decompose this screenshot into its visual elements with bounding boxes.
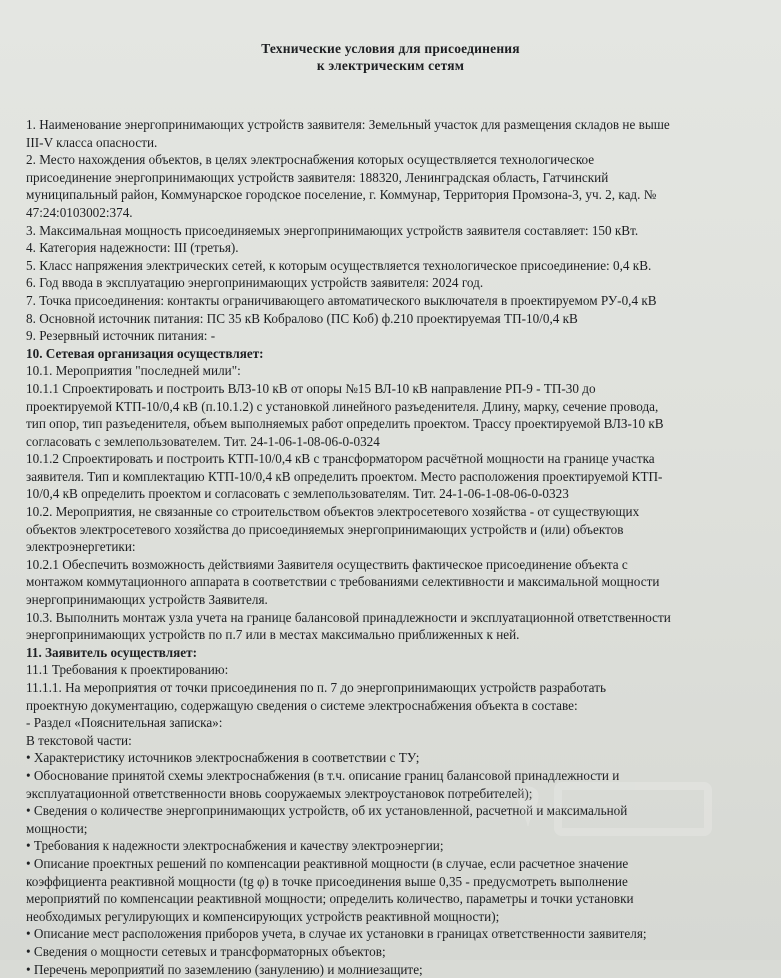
text-line: В текстовой части:	[26, 732, 768, 750]
document-body	[26, 116, 768, 978]
text-line: • Описание мест расположения приборов учета, в случае их установки в границах ответственности заявителя;	[26, 925, 768, 943]
text-line: 10.1. Мероприятия "последней мили":	[26, 362, 768, 380]
text-line: 9. Резервный источник питания: -	[26, 327, 768, 345]
text-line: • Сведения о количестве энергопринимающих устройств, об их установленной, расчетной и максимальной	[26, 802, 768, 820]
text-line: 10. Сетевая организация осуществляет:	[26, 345, 768, 363]
text-line: проектируемой КТП-10/0,4 кВ (п.10.1.2) с установкой линейного разъеденителя. Длину, марку, сечение провода,	[26, 398, 768, 416]
text-line: • Требования к надежности электроснабжения и качеству электроэнергии;	[26, 837, 768, 855]
text-line: 11. Заявитель осуществляет:	[26, 644, 768, 662]
text-line: 10.2.1 Обеспечить возможность действиями Заявителя осуществить фактическое присоединение объекта с	[26, 556, 768, 574]
text-line: 3. Максимальная мощность присоединяемых энергопринимающих устройств заявителя составляет: 150 кВт.	[26, 222, 768, 240]
text-line: • Обоснование принятой схемы электроснабжения (в т.ч. описание границ балансовой принадлежности и	[26, 767, 768, 785]
text-line: • Описание проектных решений по компенсации реактивной мощности (в случае, если расчетное значение	[26, 855, 768, 873]
title-line-1: Технические условия для присоединения	[0, 40, 781, 57]
text-line: 6. Год ввода в эксплуатацию энергопринимающих устройств заявителя: 2024 год.	[26, 274, 768, 292]
text-line: присоединение энергопринимающих устройств заявителя: 188320, Ленинградская область, Гатчинский	[26, 169, 768, 187]
text-line: коэффициента реактивной мощности (tg φ) в точке присоединения выше 0,35 - предусмотреть выполнение	[26, 873, 768, 891]
text-line: необходимых регулирующих и компенсирующих устройств реактивной мощности);	[26, 908, 768, 926]
text-line: мощности;	[26, 820, 768, 838]
text-line: • Сведения о мощности сетевых и трансформаторных объектов;	[26, 943, 768, 961]
text-line: - Раздел «Пояснительная записка»:	[26, 714, 768, 732]
document-title	[0, 40, 781, 74]
text-line: 10.1.1 Спроектировать и построить ВЛЗ-10 кВ от опоры №15 ВЛ-10 кВ направление РП-9 - ТП-30 до	[26, 380, 768, 398]
text-line: энергопринимающих устройств Заявителя.	[26, 591, 768, 609]
text-line: электроэнергетики:	[26, 538, 768, 556]
text-line: 4. Категория надежности: III (третья).	[26, 239, 768, 257]
text-line: эксплуатационной ответственности вновь сооружаемых электроустановок потребителей);	[26, 785, 768, 803]
text-line: 7. Точка присоединения: контакты ограничивающего автоматического выключателя в проектируемом РУ-0,4 кВ	[26, 292, 768, 310]
text-line: 11.1 Требования к проектированию:	[26, 661, 768, 679]
text-line: 11.1.1. На мероприятия от точки присоединения по п. 7 до энергопринимающих устройств разработать	[26, 679, 768, 697]
text-line: 10/0,4 кВ определить проектом и согласовать с землепользователям. Тит. 24-1-06-1-08-06-0-0323	[26, 485, 768, 503]
text-line: 10.2. Мероприятия, не связанные со строительством объектов электросетевого хозяйства - от существующих	[26, 503, 768, 521]
text-line: монтажом коммутационного аппарата в соответствии с требованиями селективности и максимальной мощности	[26, 573, 768, 591]
text-line: 47:24:0103002:374.	[26, 204, 768, 222]
text-line: проектную документацию, содержащую сведения о системе электроснабжения объекта в составе:	[26, 697, 768, 715]
text-line: 5. Класс напряжения электрических сетей, к которым осуществляется технологическое присоединение: 0,4 кВ.	[26, 257, 768, 275]
text-line: муниципальный район, Коммунарское городское поселение, г. Коммунар, Территория Промзона-3, уч. 2, кад. №	[26, 186, 768, 204]
text-line: • Перечень мероприятий по заземлению (занулению) и молниезащите;	[26, 961, 768, 978]
text-line: заявителя. Тип и комплектацию КТП-10/0,4 кВ определить проектом. Место расположения проектируемой КТП-	[26, 468, 768, 486]
text-line: 1. Наименование энергопринимающих устройств заявителя: Земельный участок для размещения складов не выше	[26, 116, 768, 134]
text-line: мероприятий по компенсации реактивной мощности; определить количество, параметры и точки установки	[26, 890, 768, 908]
text-line: согласовать с землепользователем. Тит. 24-1-06-1-08-06-0-0324	[26, 433, 768, 451]
text-line: объектов электросетевого хозяйства до присоединяемых энергопринимающих устройств и (или) объектов	[26, 521, 768, 539]
text-line: 8. Основной источник питания: ПС 35 кВ Кобралово (ПС Коб) ф.210 проектируемая ТП-10/0,4 кВ	[26, 310, 768, 328]
text-line: 10.1.2 Спроектировать и построить КТП-10/0,4 кВ с трансформатором расчётной мощности на границе участка	[26, 450, 768, 468]
title-line-2: к электрическим сетям	[0, 57, 781, 74]
text-line: тип опор, тип разъеденителя, объем выполняемых работ определить проектом. Трассу проектируемой ВЛЗ-10 кВ	[26, 415, 768, 433]
text-line: 2. Место нахождения объектов, в целях электроснабжения которых осуществляется технологическое	[26, 151, 768, 169]
text-line: 10.3. Выполнить монтаж узла учета на границе балансовой принадлежности и эксплуатационной ответственности	[26, 609, 768, 627]
text-line: энергопринимающих устройств по п.7 или в местах максимально приближенных к ней.	[26, 626, 768, 644]
text-line: • Характеристику источников электроснабжения в соответствии с ТУ;	[26, 749, 768, 767]
text-line: III-V класса опасности.	[26, 134, 768, 152]
